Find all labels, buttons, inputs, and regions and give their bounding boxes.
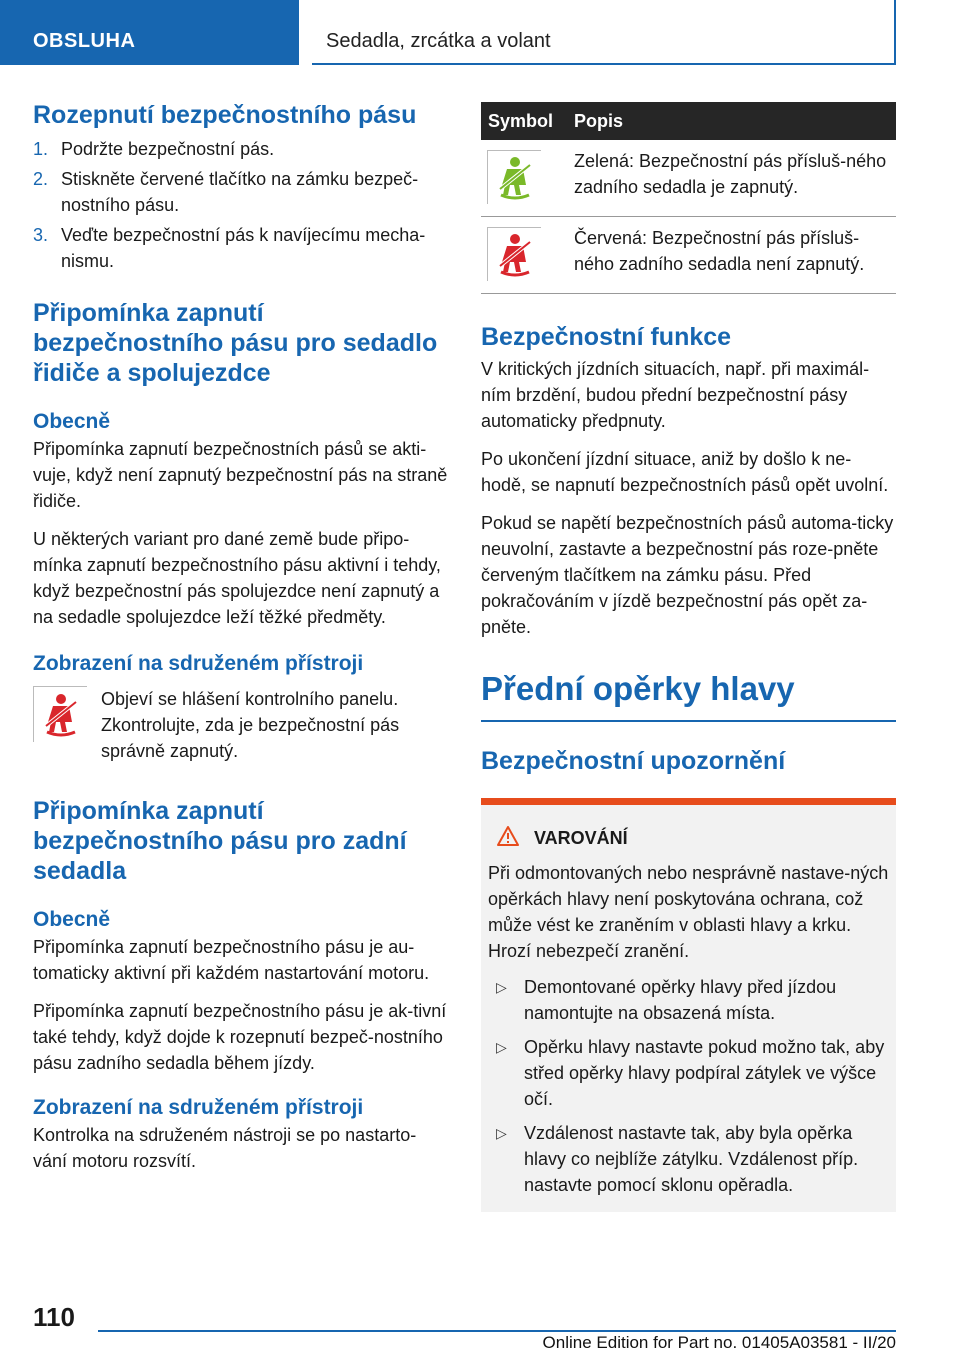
driver-display-title: Zobrazení na sdruženém přístroji <box>33 652 364 675</box>
safety-notice-title: Bezpečnostní upozornění <box>481 747 786 775</box>
list-item <box>33 136 448 162</box>
list-item-text: Demontované opěrky hlavy před jízdou namontujte na obsazená místa. <box>524 977 837 1023</box>
step-number: 2. <box>33 169 49 189</box>
seatbelt-green-icon <box>487 150 541 204</box>
warning-text: Při odmontovaných nebo nesprávně nastave‐ných opěrkách hlavy není poskytována ochrana, což může vést ke zraněním v oblasti hlavy a krku. Hrozí nebezpečí zranění. <box>488 863 889 961</box>
description-cell: Zelená: Bezpečnostní pás přísluš‐ného zadního sedadla je zapnutý. <box>567 140 896 217</box>
warning-triangle-icon <box>496 825 520 852</box>
seatbelt-red-icon <box>487 227 541 281</box>
rear-display-title: Zobrazení na sdruženém přístroji <box>33 1096 364 1119</box>
edition-text: Online Edition for Part no. 01405A03581 - II/20 <box>542 1333 896 1352</box>
warning-box <box>481 798 896 1212</box>
section-tab: OBSLUHA <box>0 0 299 65</box>
list-item <box>33 222 448 274</box>
step-number: 3. <box>33 225 49 245</box>
rear-display-text: Kontrolka na sdruženém nástroji se po nastarto‐vání motoru rozsvítí. <box>33 1125 417 1171</box>
description-cell: Červená: Bezpečnostní pás přísluš‐ného zadního sedadla není zapnutý. <box>567 217 896 294</box>
page-number: 110 <box>33 1302 75 1332</box>
safety-paragraph-2: Po ukončení jízdní situace, aniž by došlo k ne‐hodě, se napnutí bezpečnostních pásů opět uvolní. <box>481 449 889 495</box>
rear-reminder-title: Připomínka zapnutí bezpečnostního pásu pro zadní sedadla <box>33 797 407 885</box>
seatbelt-red-icon <box>33 686 87 742</box>
chapter-title: Sedadla, zrcátka a volant <box>312 0 896 65</box>
warning-label: VAROVÁNÍ <box>534 828 628 848</box>
rear-paragraph-2: Připomínka zapnutí bezpečnostního pásu je ak‐tivní také tehdy, když dojde k rozepnutí bezpeč‐nostního pásu zadního sedadla během jízdy. <box>33 1001 447 1073</box>
driver-general-title: Obecně <box>33 410 111 433</box>
driver-paragraph-1: Připomínka zapnutí bezpečnostních pásů se akti‐vuje, když není zapnutý bezpečnostní pás na straně řidiče. <box>33 439 448 511</box>
list-item <box>488 1120 890 1198</box>
list-item-text: Opěrku hlavy nastavte pokud možno tak, aby střed opěrky hlavy podpíral zátylek ve výšce očí. <box>524 1037 885 1109</box>
step-text: Stiskněte červené tlačítko na zámku bezpeč‐nostního pásu. <box>61 169 419 215</box>
symbol-cell <box>481 217 567 294</box>
warning-header <box>488 825 890 852</box>
column-header-description: Popis <box>567 102 896 140</box>
rear-general-title: Obecně <box>33 908 111 931</box>
footer-divider <box>98 1330 896 1332</box>
driver-reminder-title: Připomínka zapnutí bezpečnostního pásu pro sedadlo řidiče a spolujezdce <box>33 299 438 387</box>
step-text: Veďte bezpečnostní pás k navíjecímu mecha‐nismu. <box>61 225 426 271</box>
unfasten-steps <box>33 136 448 274</box>
rear-paragraph-1: Připomínka zapnutí bezpečnostního pásu je au‐tomaticky aktivní při každém nastartování motoru. <box>33 937 430 983</box>
bullet-arrow-icon: ▷ <box>496 1039 507 1055</box>
list-item <box>488 1034 890 1112</box>
list-item <box>33 166 448 218</box>
driver-display-text: Objeví se hlášení kontrolního panelu. Zkontrolujte, zda je bezpečnostní pás správně zapnutý. <box>101 689 400 761</box>
symbol-table <box>481 102 896 294</box>
bullet-arrow-icon: ▷ <box>496 1125 507 1141</box>
headrests-title: Přední opěrky hlavy <box>481 668 896 722</box>
safety-paragraph-1: V kritických jízdních situacích, např. při maximál‐ním brzdění, budou přední bezpečnostní pásy automaticky předpnuty. <box>481 359 870 431</box>
safety-paragraph-3: Pokud se napětí bezpečnostních pásů automa‐ticky neuvolní, zastavte a bezpečnostní pás roze‐pněte červeným tlačítkem na zámku pásu. Před pokračováním v jízdě bezpečnostní pás opět za‐pněte. <box>481 513 894 637</box>
table-header-row <box>481 102 896 140</box>
display-indicator-row <box>33 686 448 764</box>
bullet-arrow-icon: ▷ <box>496 979 507 995</box>
list-item <box>488 974 890 1026</box>
right-column <box>481 102 896 1212</box>
unfasten-title: Rozepnutí bezpečnostního pásu <box>33 101 417 129</box>
table-row <box>481 140 896 217</box>
step-number: 1. <box>33 139 49 159</box>
list-item-text: Vzdálenost nastavte tak, aby byla opěrka hlavy co nejblíže zátylku. Vzdálenost příp. nastavte pomocí sklonu opěradla. <box>524 1123 859 1195</box>
step-text: Podržte bezpečnostní pás. <box>61 139 275 159</box>
left-column <box>33 100 448 1174</box>
symbol-cell <box>481 140 567 217</box>
warning-list <box>488 974 890 1198</box>
driver-paragraph-2: U některých variant pro dané země bude připo‐mínka zapnutí bezpečnostního pásu aktivní i tehdy, když bezpečnostní pás spolujezdce není zapnutý a na sedadle spolujezdce leží těžké předměty. <box>33 529 441 627</box>
safety-function-title: Bezpečnostní funkce <box>481 323 732 351</box>
table-row <box>481 217 896 294</box>
column-header-symbol: Symbol <box>481 102 567 140</box>
